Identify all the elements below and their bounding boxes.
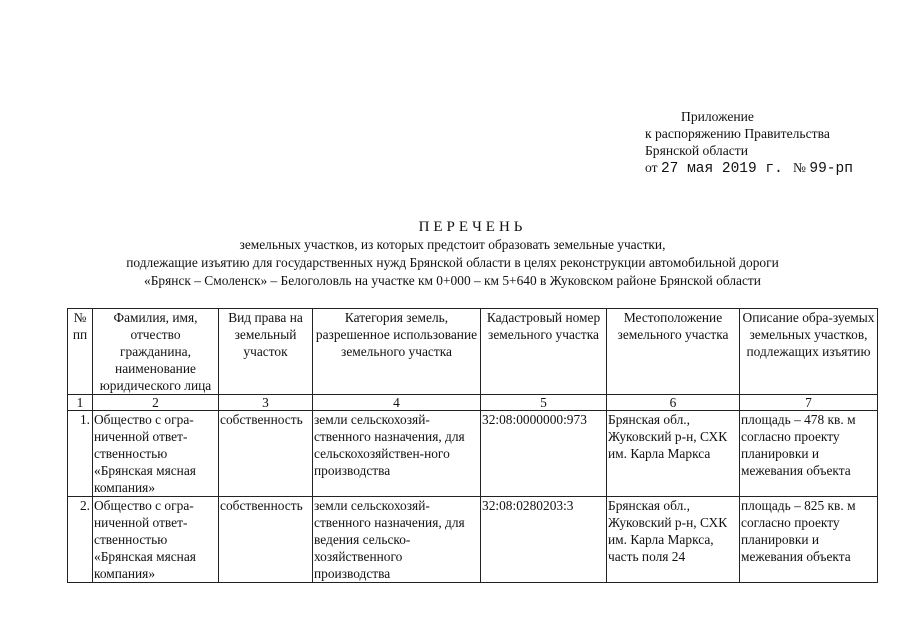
appendix-title: Приложение <box>681 109 754 124</box>
cadastral-cell: 32:08:0280203:3 <box>481 497 607 583</box>
appendix-region-line: Брянской области <box>645 143 748 158</box>
header-location: Местоположение земельного участка <box>607 309 740 395</box>
header-description: Описание обра-зуемых земельных участков, подлежащих изъятию <box>740 309 878 395</box>
table-row <box>68 497 878 583</box>
appendix-decree-line: к распоряжению Правительства <box>645 126 830 141</box>
description-cell: площадь – 478 кв. м согласно проекту планировки и межевания объекта <box>740 411 878 497</box>
number-sign: № <box>793 160 806 175</box>
decree-number: 99-рп <box>809 161 853 177</box>
table-header-row <box>68 309 878 395</box>
location-cell: Брянская обл., Жуковский р-н, СХК им. Карла Маркса, часть поля 24 <box>607 497 740 583</box>
column-number: 1 <box>68 395 93 411</box>
location-cell: Брянская обл., Жуковский р-н, СХК им. Карла Маркса <box>607 411 740 497</box>
header-owner: Фамилия, имя, отчество гражданина, наименование юридического лица <box>93 309 219 395</box>
right-cell: собственность <box>219 497 313 583</box>
heading-line-3: «Брянск – Смоленск» – Белоголовль на участке км 0+000 – км 5+640 в Жуковском районе Брянской области <box>144 273 761 288</box>
row-number: 1. <box>68 411 93 497</box>
header-category: Категория земель, разрешенное использование земельного участка <box>313 309 481 395</box>
right-cell: собственность <box>219 411 313 497</box>
decree-date: 27 мая 2019 г. <box>660 161 783 177</box>
date-prefix: от <box>645 160 658 175</box>
heading-line-1: земельных участков, из которых предстоит образовать земельные участки, <box>239 237 666 252</box>
column-numbers-row <box>68 395 878 411</box>
header-no: № пп <box>68 309 93 395</box>
owner-cell: Общество с огра-ниченной ответ-ственностью «Брянская мясная компания» <box>93 411 219 497</box>
cadastral-cell: 32:08:0000000:973 <box>481 411 607 497</box>
category-cell: земли сельскохозяй-ственного назначения, для ведения сельско-хозяйственного производства <box>313 497 481 583</box>
owner-cell: Общество с огра-ниченной ответ-ственностью «Брянская мясная компания» <box>93 497 219 583</box>
land-plots-table <box>67 308 878 583</box>
heading-line-2: подлежащие изъятию для государственных нужд Брянской области в целях реконструкции автомобильной дороги <box>126 255 779 270</box>
appendix-block <box>645 108 853 178</box>
header-cadastral: Кадастровый номер земельного участка <box>481 309 607 395</box>
column-number: 7 <box>740 395 878 411</box>
column-number: 2 <box>93 395 219 411</box>
row-number: 2. <box>68 497 93 583</box>
column-number: 5 <box>481 395 607 411</box>
table-row <box>68 411 878 497</box>
document-heading <box>0 218 905 290</box>
column-number: 4 <box>313 395 481 411</box>
column-number: 6 <box>607 395 740 411</box>
column-number: 3 <box>219 395 313 411</box>
header-right: Вид права на земельный участок <box>219 309 313 395</box>
description-cell: площадь – 825 кв. м согласно проекту планировки и межевания объекта <box>740 497 878 583</box>
category-cell: земли сельскохозяй-ственного назначения, для сельскохозяйствен-ного производства <box>313 411 481 497</box>
document-title: ПЕРЕЧЕНЬ <box>418 219 527 235</box>
appendix-date-line <box>645 159 853 178</box>
